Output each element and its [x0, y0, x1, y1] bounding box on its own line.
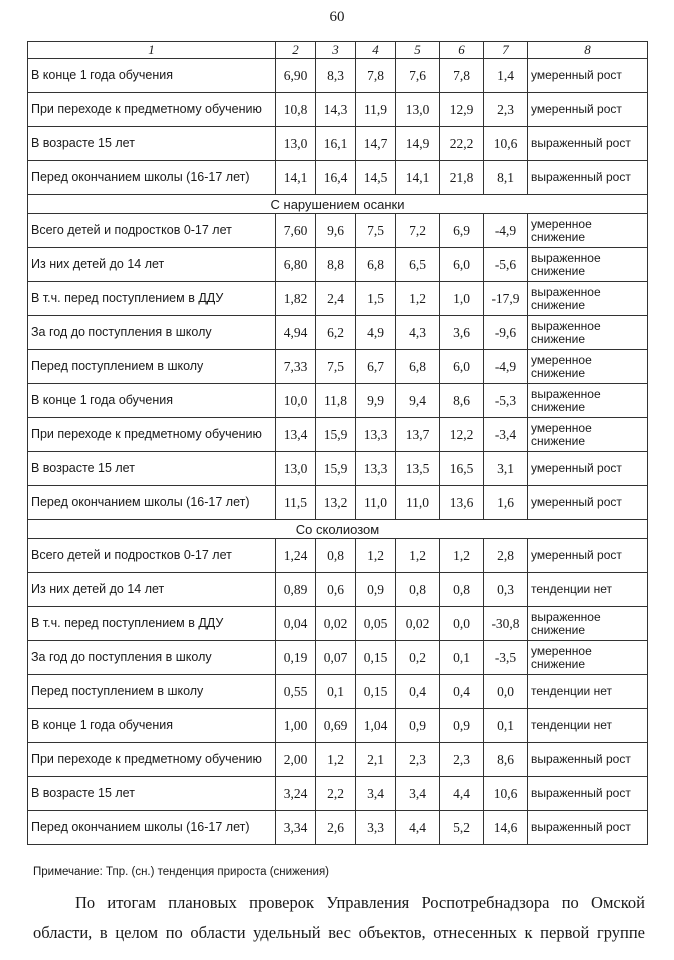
- assessment-cell: умеренный рост: [528, 93, 648, 127]
- value-cell: 7,5: [356, 214, 396, 248]
- value-cell: 4,9: [356, 316, 396, 350]
- assessment-cell: выраженный рост: [528, 811, 648, 845]
- value-cell: 0,8: [440, 573, 484, 607]
- value-cell: 2,8: [484, 539, 528, 573]
- value-cell: 0,0: [440, 607, 484, 641]
- value-cell: 0,1: [316, 675, 356, 709]
- assessment-cell: выраженный рост: [528, 777, 648, 811]
- table-header-row: [28, 42, 648, 59]
- value-cell: 9,9: [356, 384, 396, 418]
- value-cell: 3,4: [356, 777, 396, 811]
- row-label: В т.ч. перед поступлением в ДДУ: [28, 607, 276, 641]
- row-label: Из них детей до 14 лет: [28, 573, 276, 607]
- assessment-cell: выраженный рост: [528, 743, 648, 777]
- value-cell: 13,0: [396, 93, 440, 127]
- value-cell: 13,6: [440, 486, 484, 520]
- value-cell: 1,0: [440, 282, 484, 316]
- row-label: При переходе к предметному обучению: [28, 743, 276, 777]
- value-cell: 6,90: [276, 59, 316, 93]
- column-header: 5: [396, 42, 440, 59]
- value-cell: 0,9: [440, 709, 484, 743]
- value-cell: 11,0: [396, 486, 440, 520]
- value-cell: 0,02: [396, 607, 440, 641]
- value-cell: 8,3: [316, 59, 356, 93]
- assessment-cell: умеренное снижение: [528, 641, 648, 675]
- table-row: [28, 384, 648, 418]
- assessment-cell: тенденции нет: [528, 675, 648, 709]
- assessment-cell: выраженный рост: [528, 127, 648, 161]
- value-cell: 1,6: [484, 486, 528, 520]
- assessment-cell: умеренное снижение: [528, 350, 648, 384]
- body-paragraph: [33, 888, 645, 948]
- value-cell: 13,0: [276, 127, 316, 161]
- row-label: Всего детей и подростков 0-17 лет: [28, 539, 276, 573]
- value-cell: 3,34: [276, 811, 316, 845]
- assessment-cell: умеренное снижение: [528, 214, 648, 248]
- value-cell: 4,3: [396, 316, 440, 350]
- value-cell: 8,6: [484, 743, 528, 777]
- value-cell: 2,3: [484, 93, 528, 127]
- assessment-cell: тенденции нет: [528, 573, 648, 607]
- table-row: [28, 641, 648, 675]
- value-cell: 3,24: [276, 777, 316, 811]
- value-cell: 6,8: [396, 350, 440, 384]
- value-cell: 10,6: [484, 777, 528, 811]
- row-label: Перед окончанием школы (16-17 лет): [28, 161, 276, 195]
- value-cell: 1,2: [396, 282, 440, 316]
- value-cell: 9,6: [316, 214, 356, 248]
- value-cell: -9,6: [484, 316, 528, 350]
- value-cell: 2,00: [276, 743, 316, 777]
- value-cell: 16,5: [440, 452, 484, 486]
- value-cell: 21,8: [440, 161, 484, 195]
- value-cell: 6,5: [396, 248, 440, 282]
- value-cell: 0,15: [356, 641, 396, 675]
- table-row: [28, 743, 648, 777]
- value-cell: 1,2: [356, 539, 396, 573]
- value-cell: 6,2: [316, 316, 356, 350]
- row-label: При переходе к предметному обучению: [28, 418, 276, 452]
- column-header: 6: [440, 42, 484, 59]
- table-row: [28, 777, 648, 811]
- value-cell: 14,7: [356, 127, 396, 161]
- value-cell: -17,9: [484, 282, 528, 316]
- section-title: С нарушением осанки: [28, 195, 648, 214]
- value-cell: 0,07: [316, 641, 356, 675]
- value-cell: 1,5: [356, 282, 396, 316]
- value-cell: 6,80: [276, 248, 316, 282]
- section-title: Со сколиозом: [28, 520, 648, 539]
- assessment-cell: умеренный рост: [528, 539, 648, 573]
- value-cell: 1,24: [276, 539, 316, 573]
- value-cell: 14,1: [396, 161, 440, 195]
- value-cell: -4,9: [484, 214, 528, 248]
- column-header: 7: [484, 42, 528, 59]
- assessment-cell: умеренный рост: [528, 486, 648, 520]
- row-label: Перед поступлением в школу: [28, 675, 276, 709]
- page-number: 60: [329, 9, 345, 25]
- table-row: [28, 282, 648, 316]
- value-cell: 3,1: [484, 452, 528, 486]
- column-header: 4: [356, 42, 396, 59]
- table-row: [28, 418, 648, 452]
- value-cell: 14,1: [276, 161, 316, 195]
- value-cell: 0,0: [484, 675, 528, 709]
- value-cell: 1,82: [276, 282, 316, 316]
- value-cell: 0,02: [316, 607, 356, 641]
- value-cell: 11,9: [356, 93, 396, 127]
- value-cell: 14,3: [316, 93, 356, 127]
- value-cell: 13,3: [356, 418, 396, 452]
- value-cell: 2,3: [396, 743, 440, 777]
- row-label: В конце 1 года обучения: [28, 384, 276, 418]
- table-row: [28, 675, 648, 709]
- value-cell: 14,5: [356, 161, 396, 195]
- value-cell: 0,3: [484, 573, 528, 607]
- value-cell: 1,2: [440, 539, 484, 573]
- assessment-cell: умеренное снижение: [528, 418, 648, 452]
- value-cell: -5,6: [484, 248, 528, 282]
- value-cell: 7,8: [440, 59, 484, 93]
- value-cell: 0,6: [316, 573, 356, 607]
- value-cell: 22,2: [440, 127, 484, 161]
- value-cell: 0,8: [396, 573, 440, 607]
- row-label: При переходе к предметному обучению: [28, 93, 276, 127]
- table-row: [28, 709, 648, 743]
- assessment-cell: умеренный рост: [528, 452, 648, 486]
- statistics-table: [27, 41, 648, 845]
- value-cell: 6,0: [440, 248, 484, 282]
- value-cell: 10,8: [276, 93, 316, 127]
- column-header: 2: [276, 42, 316, 59]
- value-cell: 6,9: [440, 214, 484, 248]
- table-row: [28, 452, 648, 486]
- value-cell: 4,4: [440, 777, 484, 811]
- column-header: 3: [316, 42, 356, 59]
- row-label: В возрасте 15 лет: [28, 452, 276, 486]
- value-cell: 1,2: [396, 539, 440, 573]
- assessment-cell: тенденции нет: [528, 709, 648, 743]
- section-header-row: [28, 520, 648, 539]
- value-cell: 0,04: [276, 607, 316, 641]
- assessment-cell: выраженное снижение: [528, 607, 648, 641]
- row-label: Перед поступлением в школу: [28, 350, 276, 384]
- table-row: [28, 486, 648, 520]
- value-cell: 6,0: [440, 350, 484, 384]
- row-label: Из них детей до 14 лет: [28, 248, 276, 282]
- table-row: [28, 607, 648, 641]
- value-cell: 0,4: [440, 675, 484, 709]
- row-label: Перед окончанием школы (16-17 лет): [28, 486, 276, 520]
- row-label: В конце 1 года обучения: [28, 709, 276, 743]
- value-cell: 0,05: [356, 607, 396, 641]
- table-row: [28, 316, 648, 350]
- assessment-cell: выраженное снижение: [528, 248, 648, 282]
- value-cell: 6,7: [356, 350, 396, 384]
- section-header-row: [28, 195, 648, 214]
- value-cell: 1,04: [356, 709, 396, 743]
- value-cell: -3,5: [484, 641, 528, 675]
- value-cell: 0,1: [440, 641, 484, 675]
- value-cell: -3,4: [484, 418, 528, 452]
- value-cell: 3,4: [396, 777, 440, 811]
- assessment-cell: выраженное снижение: [528, 282, 648, 316]
- value-cell: 10,0: [276, 384, 316, 418]
- value-cell: 14,9: [396, 127, 440, 161]
- value-cell: 13,4: [276, 418, 316, 452]
- assessment-cell: умеренный рост: [528, 59, 648, 93]
- value-cell: 1,4: [484, 59, 528, 93]
- value-cell: 15,9: [316, 418, 356, 452]
- paragraph-text: По итогам плановых проверок Управления Роспотребнадзора по Омской области, в целом по области удельный вес объектов, отнесенных к первой группе: [33, 893, 645, 942]
- value-cell: 0,55: [276, 675, 316, 709]
- value-cell: 0,19: [276, 641, 316, 675]
- value-cell: 11,0: [356, 486, 396, 520]
- value-cell: -5,3: [484, 384, 528, 418]
- value-cell: 16,1: [316, 127, 356, 161]
- table-note: Примечание: Тпр. (сн.) тенденция прироста (снижения): [33, 866, 330, 878]
- value-cell: 7,33: [276, 350, 316, 384]
- value-cell: 7,8: [356, 59, 396, 93]
- table-row: [28, 127, 648, 161]
- row-label: В возрасте 15 лет: [28, 777, 276, 811]
- table-row: [28, 573, 648, 607]
- value-cell: 12,9: [440, 93, 484, 127]
- value-cell: 10,6: [484, 127, 528, 161]
- table-row: [28, 59, 648, 93]
- value-cell: 7,6: [396, 59, 440, 93]
- value-cell: 2,6: [316, 811, 356, 845]
- value-cell: 1,2: [316, 743, 356, 777]
- value-cell: 2,3: [440, 743, 484, 777]
- value-cell: 9,4: [396, 384, 440, 418]
- value-cell: 0,69: [316, 709, 356, 743]
- value-cell: 13,3: [356, 452, 396, 486]
- value-cell: 7,2: [396, 214, 440, 248]
- value-cell: -4,9: [484, 350, 528, 384]
- value-cell: 13,0: [276, 452, 316, 486]
- table-row: [28, 93, 648, 127]
- row-label: В конце 1 года обучения: [28, 59, 276, 93]
- table-row: [28, 161, 648, 195]
- value-cell: 0,8: [316, 539, 356, 573]
- assessment-cell: выраженное снижение: [528, 316, 648, 350]
- table-row: [28, 811, 648, 845]
- row-label: В возрасте 15 лет: [28, 127, 276, 161]
- value-cell: -30,8: [484, 607, 528, 641]
- value-cell: 0,2: [396, 641, 440, 675]
- value-cell: 3,6: [440, 316, 484, 350]
- value-cell: 8,6: [440, 384, 484, 418]
- value-cell: 2,4: [316, 282, 356, 316]
- assessment-cell: выраженный рост: [528, 161, 648, 195]
- value-cell: 7,60: [276, 214, 316, 248]
- table-row: [28, 350, 648, 384]
- value-cell: 1,00: [276, 709, 316, 743]
- value-cell: 12,2: [440, 418, 484, 452]
- value-cell: 2,1: [356, 743, 396, 777]
- value-cell: 0,9: [396, 709, 440, 743]
- value-cell: 13,2: [316, 486, 356, 520]
- row-label: Перед окончанием школы (16-17 лет): [28, 811, 276, 845]
- row-label: Всего детей и подростков 0-17 лет: [28, 214, 276, 248]
- value-cell: 15,9: [316, 452, 356, 486]
- value-cell: 0,4: [396, 675, 440, 709]
- value-cell: 11,5: [276, 486, 316, 520]
- value-cell: 5,2: [440, 811, 484, 845]
- column-header: 8: [528, 42, 648, 59]
- row-label: За год до поступления в школу: [28, 316, 276, 350]
- value-cell: 0,9: [356, 573, 396, 607]
- value-cell: 0,89: [276, 573, 316, 607]
- value-cell: 11,8: [316, 384, 356, 418]
- value-cell: 0,15: [356, 675, 396, 709]
- column-header: 1: [28, 42, 276, 59]
- value-cell: 7,5: [316, 350, 356, 384]
- value-cell: 3,3: [356, 811, 396, 845]
- table-row: [28, 539, 648, 573]
- value-cell: 8,1: [484, 161, 528, 195]
- value-cell: 2,2: [316, 777, 356, 811]
- row-label: За год до поступления в школу: [28, 641, 276, 675]
- value-cell: 8,8: [316, 248, 356, 282]
- value-cell: 4,4: [396, 811, 440, 845]
- value-cell: 6,8: [356, 248, 396, 282]
- value-cell: 14,6: [484, 811, 528, 845]
- assessment-cell: выраженное снижение: [528, 384, 648, 418]
- value-cell: 4,94: [276, 316, 316, 350]
- table-row: [28, 248, 648, 282]
- value-cell: 13,5: [396, 452, 440, 486]
- value-cell: 0,1: [484, 709, 528, 743]
- value-cell: 16,4: [316, 161, 356, 195]
- row-label: В т.ч. перед поступлением в ДДУ: [28, 282, 276, 316]
- value-cell: 13,7: [396, 418, 440, 452]
- table-row: [28, 214, 648, 248]
